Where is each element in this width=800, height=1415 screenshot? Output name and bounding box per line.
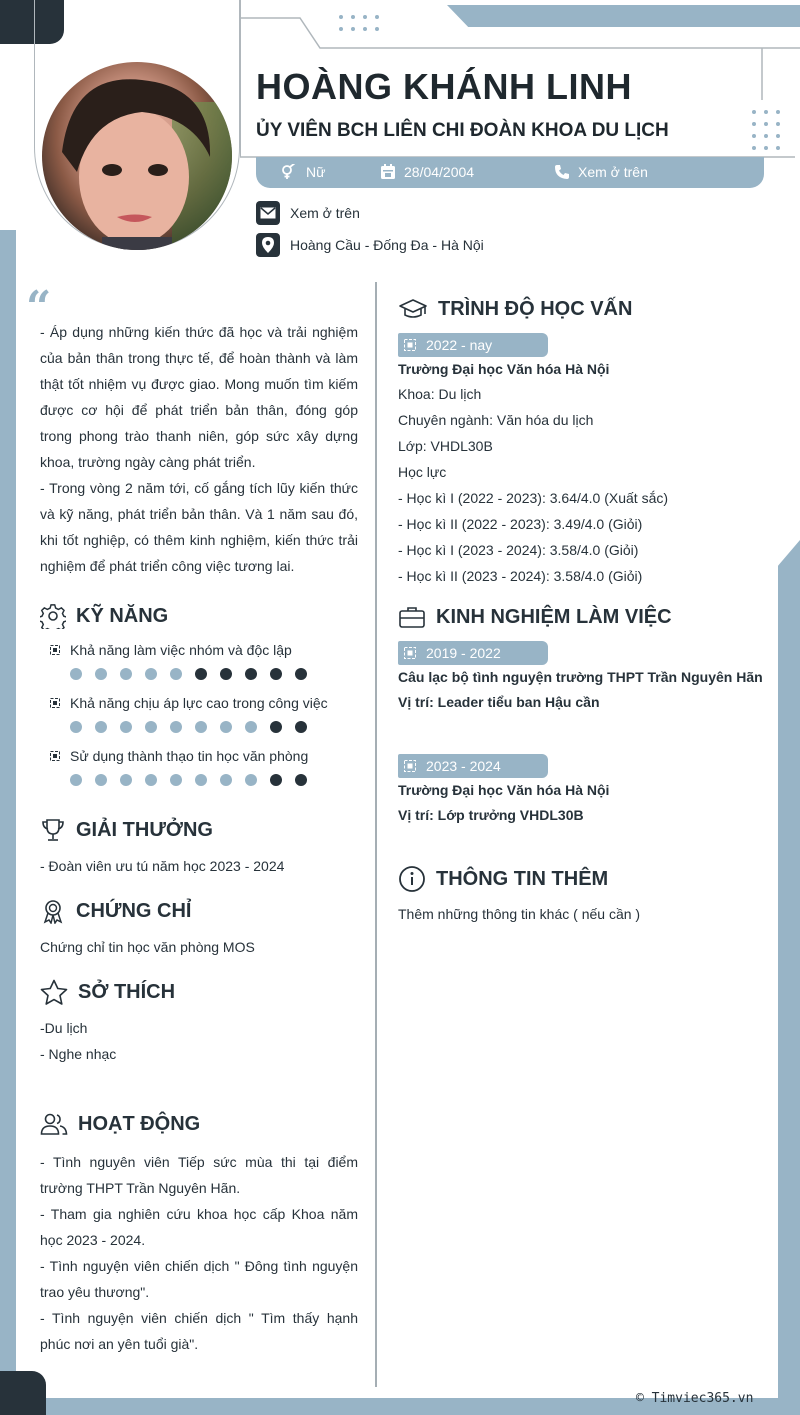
rating-dot <box>195 774 207 786</box>
phone-icon <box>554 164 570 180</box>
hobbies-title: SỞ THÍCH <box>78 980 176 1003</box>
personal-info-bar <box>256 157 764 188</box>
rating-dot <box>220 668 232 680</box>
bullet-icon <box>404 760 416 772</box>
more-info-title: THÔNG TIN THÊM <box>436 867 609 890</box>
experience-title: KINH NGHIỆM LÀM VIỆC <box>436 605 672 628</box>
more-info-heading <box>398 865 608 893</box>
candidate-name: HOÀNG KHÁNH LINH <box>256 66 632 107</box>
watermark: © Timviec365.vn <box>636 1391 754 1406</box>
education-period-label: 2022 - nay <box>426 337 493 353</box>
rating-dot <box>270 721 282 733</box>
job-position: Vị trí: Leader tiểu ban Hậu cần <box>398 694 600 710</box>
rating-dot <box>195 721 207 733</box>
skill-item <box>50 642 307 680</box>
awards-text: - Đoàn viên ưu tú năm học 2023 - 2024 <box>40 858 285 874</box>
bullet-icon <box>404 647 416 659</box>
job-period <box>398 754 548 778</box>
rating-dot <box>70 721 82 733</box>
education-title: TRÌNH ĐỘ HỌC VẤN <box>438 297 633 320</box>
education-line: Lớp: VHDL30B <box>398 438 493 454</box>
rating-dot <box>145 721 157 733</box>
rating-dot <box>95 721 107 733</box>
rating-dot <box>245 721 257 733</box>
skills-heading <box>40 603 168 629</box>
calendar-icon <box>380 164 396 180</box>
certificates-text: Chứng chỉ tin học văn phòng MOS <box>40 939 255 955</box>
rating-dot <box>270 774 282 786</box>
rating-dot <box>245 774 257 786</box>
hobby-item: -Du lịch <box>40 1020 88 1036</box>
right-frame-bar <box>778 540 800 1400</box>
skill-item <box>50 695 328 733</box>
skill-item <box>50 748 308 786</box>
gender-item <box>280 164 325 180</box>
job-period-label: 2023 - 2024 <box>426 758 501 774</box>
rating-dot <box>295 668 307 680</box>
rating-dot <box>220 774 232 786</box>
info-icon <box>398 865 426 893</box>
education-period <box>398 333 548 357</box>
education-line: - Học kì I (2023 - 2024): 3.58/4.0 (Giỏi) <box>398 542 639 558</box>
bullet-icon <box>50 698 60 708</box>
rating-dot <box>145 668 157 680</box>
address-value: Hoàng Cầu - Đống Đa - Hà Nội <box>290 237 484 253</box>
star-icon <box>40 979 68 1005</box>
hobbies-heading <box>40 979 175 1005</box>
awards-title: GIẢI THƯỞNG <box>76 818 213 841</box>
rating-dot <box>95 774 107 786</box>
bullet-icon <box>50 645 60 655</box>
rating-dot <box>70 668 82 680</box>
corner-decoration-bottom <box>0 1371 46 1415</box>
skill-rating <box>70 774 308 786</box>
rating-dot <box>245 668 257 680</box>
gender-value: Nữ <box>306 164 326 180</box>
skill-label: Khả năng làm việc nhóm và độc lập <box>70 642 292 658</box>
dot-pattern-right <box>752 110 780 150</box>
people-icon <box>40 1112 68 1136</box>
gear-icon <box>40 603 66 629</box>
job-organization: Trường Đại học Văn hóa Hà Nội <box>398 782 610 798</box>
graduation-cap-icon <box>398 297 428 321</box>
rating-dot <box>295 721 307 733</box>
bullet-icon <box>50 751 60 761</box>
skill-label: Sử dụng thành thạo tin học văn phòng <box>70 748 309 764</box>
skills-title: KỸ NĂNG <box>76 604 169 627</box>
rating-dot <box>120 774 132 786</box>
email-value: Xem ở trên <box>290 205 360 221</box>
education-line: Học lực <box>398 464 447 480</box>
address-row <box>256 233 484 257</box>
more-info-text: Thêm những thông tin khác ( nếu cần ) <box>398 906 641 922</box>
rating-dot <box>170 721 182 733</box>
objective-paragraph-1: - Áp dụng những kiến thức đã học và trải nghiệm của bản thân trong thực tế, để hoàn thành và làm thật tốt nhiệm vụ được giao. Mong muốn tìm kiếm được cơ hội để phát triển bản thân, đóng góp trong phong trào thanh niên, góp sức xây dựng khoa, trường ngày càng phát triển. <box>40 324 358 470</box>
phone-item <box>554 164 648 180</box>
awards-heading <box>40 817 213 843</box>
education-line: Chuyên ngành: Văn hóa du lịch <box>398 412 594 428</box>
phone-value: Xem ở trên <box>578 164 648 180</box>
objective-paragraph-2: - Trong vòng 2 năm tới, cố gắng tích lũy kiến thức và kỹ năng, phát triển bản thân. Và 1 năm sau đó, khi tốt nghiệp, có thêm kinh nghiệm, kiến thức trải nghiệm để phát triển công việc tương lai. <box>40 480 358 574</box>
dot-pattern-top <box>339 15 379 31</box>
education-line: Khoa: Du lịch <box>398 386 482 402</box>
activities-text: - Tình nguyên viên Tiếp sức mùa thi tại điểm trường THPT Trần Nguyên Hãn. - Tham gia nghiên cứu khoa học cấp Khoa năm học 2023 - 2024. - Tình nguyện viên chiến dịch " Đông tình nguyện trao yêu thương". - Tình nguyện viên chiến dịch " Tìm thấy hạnh phúc nơi an yên tuổi già". <box>40 1154 358 1352</box>
medal-icon <box>40 898 66 924</box>
avatar <box>42 62 232 250</box>
candidate-role: ỦY VIÊN BCH LIÊN CHI ĐOÀN KHOA DU LỊCH <box>256 120 669 141</box>
education-line: - Học kì I (2022 - 2023): 3.64/4.0 (Xuất sắc) <box>398 490 669 506</box>
experience-heading <box>398 605 672 629</box>
rating-dot <box>170 774 182 786</box>
job-period-label: 2019 - 2022 <box>426 645 501 661</box>
job-position: Vị trí: Lớp trưởng VHDL30B <box>398 807 584 823</box>
job-period <box>398 641 548 665</box>
education-line: - Học kì II (2022 - 2023): 3.49/4.0 (Giỏi) <box>398 516 643 532</box>
rating-dot <box>70 774 82 786</box>
email-icon <box>256 201 280 225</box>
skill-label: Khả năng chịu áp lực cao trong công việc <box>70 695 328 711</box>
education-heading <box>398 297 632 321</box>
hobby-item: - Nghe nhạc <box>40 1046 117 1062</box>
rating-dot <box>145 774 157 786</box>
activities-title: HOẠT ĐỘNG <box>78 1112 201 1135</box>
briefcase-icon <box>398 605 426 629</box>
rating-dot <box>270 668 282 680</box>
skill-rating <box>70 721 328 733</box>
certificates-title: CHỨNG CHỈ <box>76 899 192 922</box>
education-school: Trường Đại học Văn hóa Hà Nội <box>398 361 610 377</box>
location-icon <box>256 233 280 257</box>
rating-dot <box>220 721 232 733</box>
quote-icon: “ <box>26 282 52 333</box>
rating-dot <box>295 774 307 786</box>
skill-rating <box>70 668 307 680</box>
birthday-value: 28/04/2004 <box>404 164 475 180</box>
job-organization: Câu lạc bộ tình nguyện trường THPT Trần Nguyên Hãn <box>398 669 763 685</box>
email-row <box>256 201 360 225</box>
gender-icon <box>280 164 298 180</box>
birthday-item <box>380 164 474 180</box>
rating-dot <box>95 668 107 680</box>
trophy-icon <box>40 817 66 843</box>
career-objective <box>40 319 358 579</box>
rating-dot <box>120 668 132 680</box>
rating-dot <box>120 721 132 733</box>
bullet-icon <box>404 339 416 351</box>
left-frame-bar <box>0 230 16 1415</box>
rating-dot <box>195 668 207 680</box>
rating-dot <box>170 668 182 680</box>
certificates-heading <box>40 898 191 924</box>
education-line: - Học kì II (2023 - 2024): 3.58/4.0 (Giỏi) <box>398 568 643 584</box>
column-divider <box>375 282 377 1387</box>
activities-heading <box>40 1112 200 1136</box>
